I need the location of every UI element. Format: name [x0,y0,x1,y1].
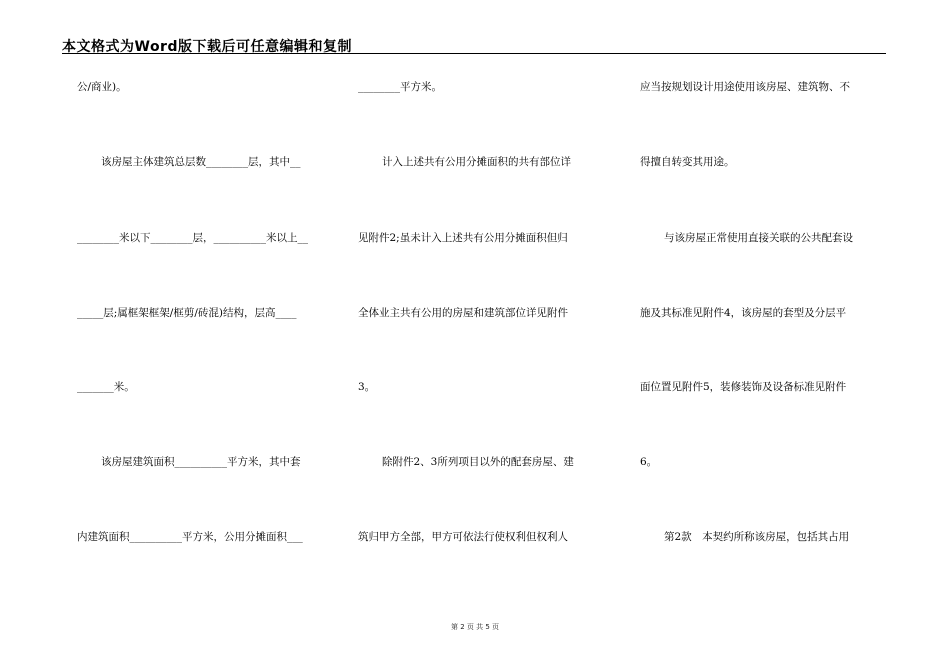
text-line: 该房屋建筑面积__________平方米，其中套 [101,456,301,468]
page-header-title: 本文格式为Word版下载后可任意编辑和复制 [62,39,352,55]
text-line: 除附件2、3所列项目以外的配套房屋、建 [382,456,574,468]
text-line: 施及其标准见附件4，该房屋的套型及分层平 [640,307,847,319]
text-line: 全体业主共有公用的房屋和建筑部位详见附件 [358,307,568,319]
text-line: 该房屋主体建筑总层数________层，其中__ [101,156,301,168]
text-line: 见附件2;虽未计入上述共有公用分摊面积但归 [358,232,568,244]
text-line: 6。 [640,456,658,468]
text-line: 计入上述共有公用分摊面积的共有部位详 [382,156,571,168]
text-line: _______米。 [77,381,135,393]
text-line: 面位置见附件5，装修装饰及设备标准见附件 [640,381,847,393]
text-line: _____层;属框架框架/框剪/砖混)结构，层高____ [77,307,297,319]
header-divider [62,53,886,54]
text-line: 应当按规划设计用途使用该房屋、建筑物、不 [640,81,850,93]
page-number: 第 2 页 共 5 页 [450,623,500,631]
text-line: 与该房屋正常使用直接关联的公共配套设 [664,232,853,244]
text-line: 第2款 本契约所称该房屋，包括其占用 [664,531,850,543]
text-line: ________米以下________层，__________米以上__ [77,232,308,244]
text-line: 3。 [358,381,376,393]
text-line: 公/商业)。 [77,81,127,93]
text-line: 得擅自转变其用途。 [640,156,735,168]
text-line: 筑归甲方全部，甲方可依法行使权利但权利人 [358,531,568,543]
text-line: ________平方米。 [358,81,442,93]
text-line: 内建筑面积__________平方米，公用分摊面积___ [77,531,303,543]
